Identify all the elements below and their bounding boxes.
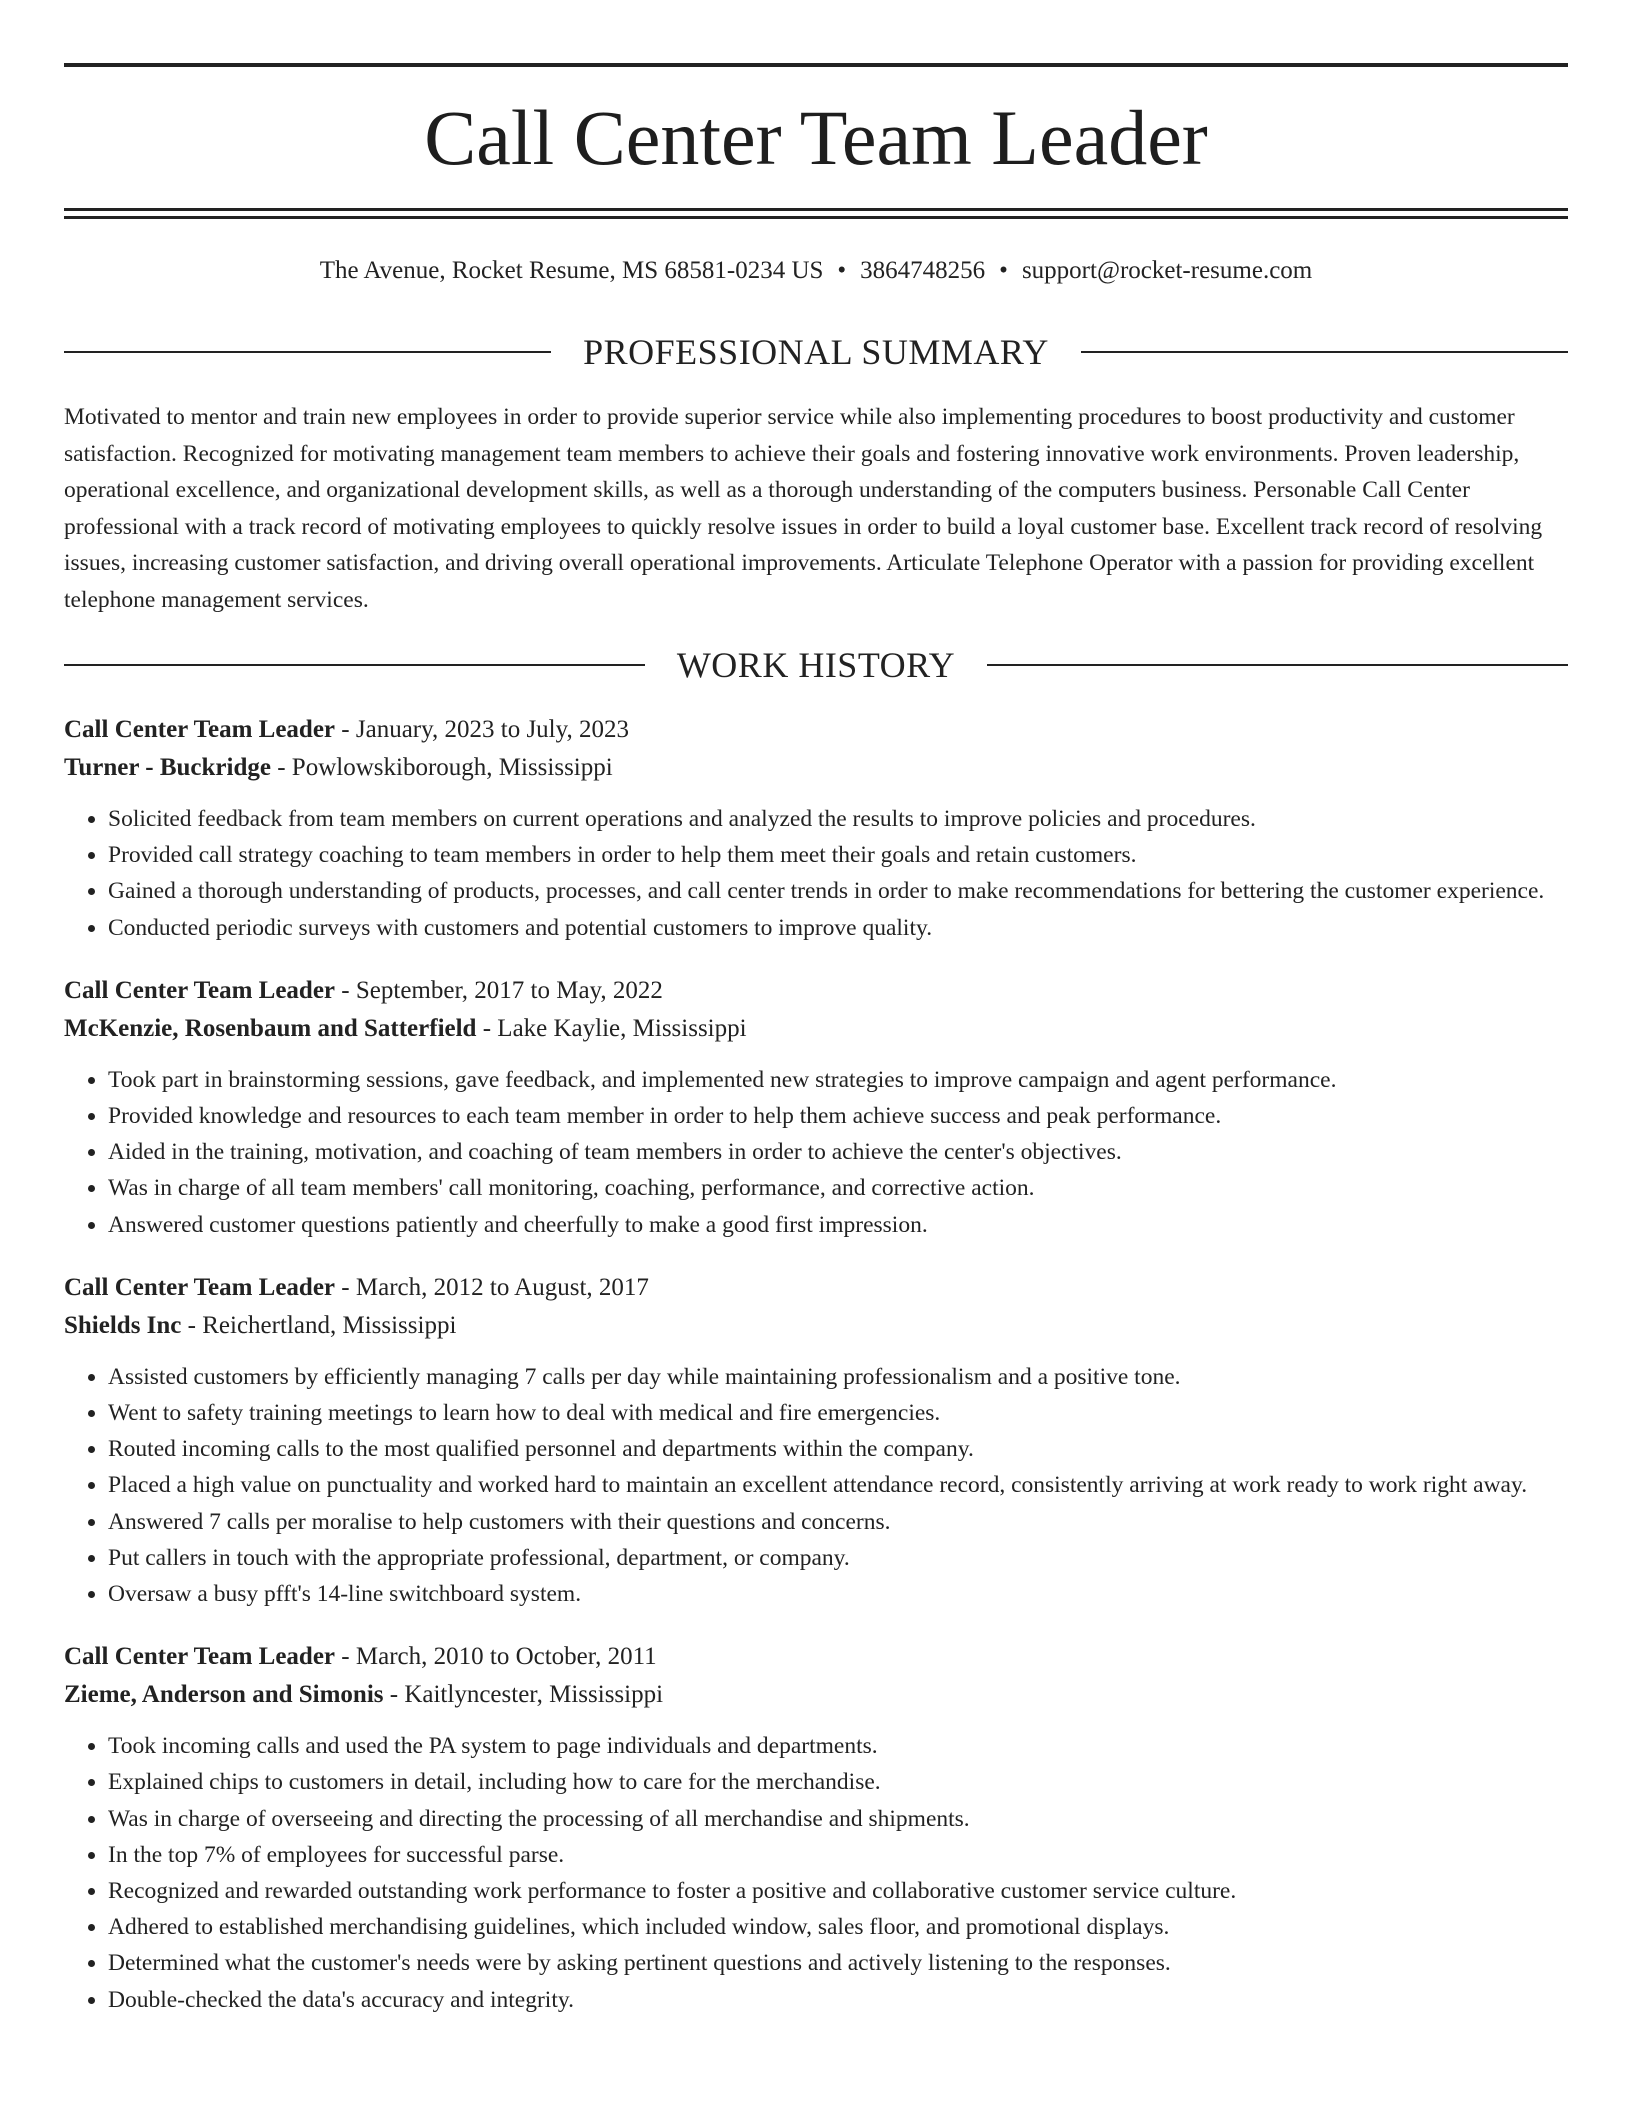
job-list (64, 711, 1568, 2044)
contact-separator: • (999, 257, 1008, 284)
contact-address: The Avenue, Rocket Resume, MS 68581-0234 US (319, 257, 824, 284)
job-company: Shields Inc (64, 1311, 182, 1339)
job-bullet: • Answered 7 calls per moralise to help customers with their questions and concerns. (108, 1504, 1568, 1540)
header-divider-rule (64, 208, 1568, 211)
job-title: Call Center Team Leader (64, 716, 336, 743)
job-dates: - January, 2023 to July, 2023 (335, 716, 629, 743)
job-title-line (64, 972, 1568, 1010)
job-bullet: • Took incoming calls and used the PA system to page individuals and departments. (108, 1728, 1568, 1764)
job-company: Zieme, Anderson and Simonis (64, 1681, 384, 1709)
job-bullet: • Placed a high value on punctuality and worked hard to maintain an excellent attendance record, consistently arriving at work ready to work right away. (108, 1467, 1568, 1503)
job-company: McKenzie, Rosenbaum and Satterfield (64, 1014, 477, 1042)
job-dates: - September, 2017 to May, 2022 (335, 976, 663, 1004)
contact-phone: 3864748256 (860, 257, 986, 284)
header-divider-rule-second (64, 216, 1568, 219)
job-dates: - March, 2010 to October, 2011 (335, 1643, 657, 1671)
work-history-heading: WORK HISTORY (676, 645, 956, 685)
job-location: - Reichertland, Mississippi (181, 1311, 457, 1339)
section-rule-left (64, 664, 645, 666)
job-bullets (64, 1359, 1568, 1612)
job-bullet: • Adhered to established merchandising guidelines, which included window, sales floor, and promotional displays. (108, 1909, 1568, 1945)
job-company-line (64, 1010, 1568, 1048)
job-bullet: • Aided in the training, motivation, and coaching of team members in order to achieve the center's objectives. (108, 1134, 1568, 1170)
job-bullet: • Assisted customers by efficiently managing 7 calls per day while maintaining professionalism and a positive tone. (108, 1359, 1568, 1395)
job-bullet: • Oversaw a busy pfft's 14-line switchboard system. (108, 1576, 1568, 1612)
job-location: - Kaitlyncester, Mississippi (383, 1681, 664, 1709)
job-entry (64, 1269, 1568, 1612)
job-bullets (64, 1728, 1568, 2018)
job-bullets (64, 1062, 1568, 1243)
job-title-line (64, 1638, 1568, 1676)
job-title: Call Center Team Leader (64, 976, 336, 1004)
job-bullet: • Conducted periodic surveys with customers and potential customers to improve quality. (108, 910, 1568, 946)
job-company-line (64, 749, 1568, 787)
job-bullet: • Routed incoming calls to the most qualified personnel and departments within the company. (108, 1431, 1568, 1467)
contact-separator: • (837, 257, 847, 284)
job-dates: - March, 2012 to August, 2017 (335, 1273, 649, 1301)
job-bullet: • Was in charge of overseeing and directing the processing of all merchandise and shipments. (108, 1801, 1568, 1837)
section-rule-right (987, 664, 1568, 666)
job-entry (64, 711, 1568, 946)
work-history-section-header (64, 643, 1568, 687)
job-bullet: • Recognized and rewarded outstanding work performance to foster a positive and collaborative customer service culture. (108, 1873, 1568, 1909)
job-bullet: • Took part in brainstorming sessions, gave feedback, and implemented new strategies to improve campaign and agent performance. (108, 1062, 1568, 1098)
section-rule-left (64, 351, 551, 353)
job-bullet: • Determined what the customer's needs were by asking pertinent questions and actively listening to the responses. (108, 1945, 1568, 1981)
job-bullet: • Double-checked the data's accuracy and integrity. (108, 1982, 1568, 2018)
job-title-line (64, 1269, 1568, 1307)
header-top-rule (64, 63, 1568, 67)
resume-title: Call Center Team Leader (424, 94, 1208, 181)
job-title: Call Center Team Leader (64, 1643, 336, 1671)
job-entry (64, 1638, 1568, 2018)
summary-heading: PROFESSIONAL SUMMARY (583, 332, 1049, 372)
job-bullet: • Provided call strategy coaching to team members in order to help them meet their goals and retain customers. (108, 837, 1568, 873)
job-bullet: • Provided knowledge and resources to each team member in order to help them achieve success and peak performance. (108, 1098, 1568, 1134)
contact-line (64, 254, 1568, 288)
job-bullet: • Gained a thorough understanding of products, processes, and call center trends in order to make recommendations for bettering the customer experience. (108, 873, 1568, 909)
job-bullets (64, 801, 1568, 946)
job-bullet: • Solicited feedback from team members on current operations and analyzed the results to improve policies and procedures. (108, 801, 1568, 837)
job-company: Turner - Buckridge (64, 754, 271, 781)
job-title-line (64, 711, 1568, 749)
job-bullet: • Put callers in touch with the appropriate professional, department, or company. (108, 1540, 1568, 1576)
job-bullet: • Went to safety training meetings to learn how to deal with medical and fire emergencies. (108, 1395, 1568, 1431)
job-bullet: • In the top 7% of employees for successful parse. (108, 1837, 1568, 1873)
job-entry (64, 972, 1568, 1243)
job-company-line (64, 1307, 1568, 1345)
section-rule-right (1081, 351, 1568, 353)
job-company-line (64, 1676, 1568, 1714)
contact-email: support@rocket-resume.com (1021, 257, 1313, 284)
job-bullet: • Explained chips to customers in detail, including how to care for the merchandise. (108, 1764, 1568, 1800)
summary-section-header (64, 330, 1568, 374)
job-location: - Lake Kaylie, Mississippi (476, 1014, 747, 1042)
job-bullet: • Answered customer questions patiently and cheerfully to make a good first impression. (108, 1207, 1568, 1243)
job-location: - Powlowskiborough, Mississippi (270, 754, 613, 781)
job-bullet: • Was in charge of all team members' call monitoring, coaching, performance, and corrective action. (108, 1170, 1568, 1206)
summary-text: Motivated to mentor and train new employees in order to provide superior service while also implementing procedures to boost productivity and customer satisfaction. Recognized for motivating management team members to achieve their goals and fostering innovative work environments. Proven leadership, operational excellence, and organizational development skills, as well as a thorough understanding of the computers business. Personable Call Center professional with a track record of motivating employees to quickly resolve issues in order to build a loyal customer base. Excellent track record of resolving issues, increasing customer satisfaction, and driving overall operational improvements. Articulate Telephone Operator with a passion for providing excellent telephone management services. (64, 404, 1543, 613)
job-title: Call Center Team Leader (64, 1273, 336, 1301)
